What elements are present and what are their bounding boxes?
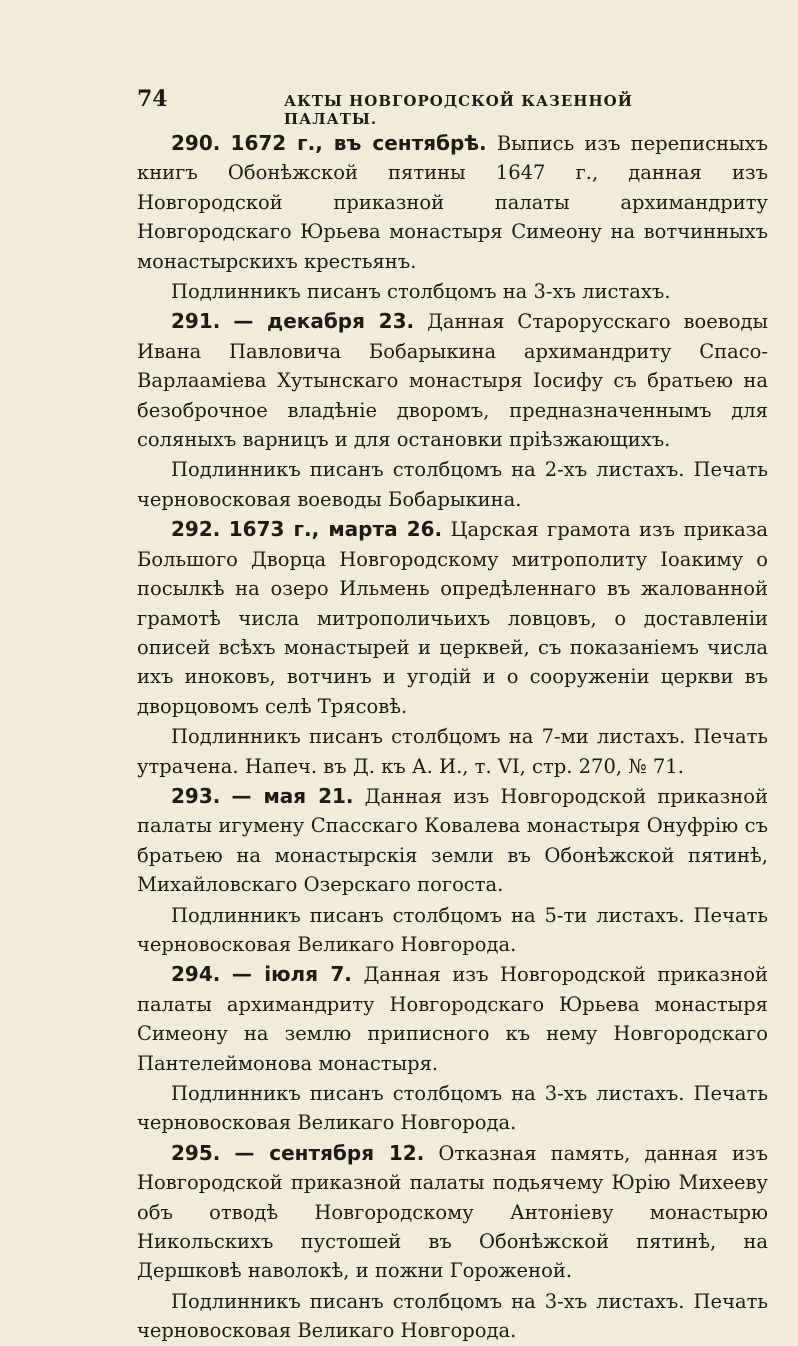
entry-description: Данная изъ Новгородской приказной палаты игумену Спасскаго Ковалева монастыря Онуфрію съ братьею на монастырскія земли въ Обонѣжской пятинѣ, Михайловскаго Озерскаго погоста. bbox=[137, 784, 769, 897]
entry-date: 1673 г., марта 26. bbox=[228, 517, 443, 542]
entry-294 bbox=[137, 960, 768, 1137]
entry-date: 1672 г., въ сентябрѣ. bbox=[230, 131, 487, 155]
page-number: 74 bbox=[137, 86, 168, 112]
entry-293 bbox=[137, 782, 768, 959]
entry-date: — іюля 7. bbox=[231, 962, 352, 987]
entry-290 bbox=[137, 129, 768, 306]
page-header bbox=[137, 86, 723, 128]
entry-description: Данная Старорусскаго воеводы Ивана Павловича Бобарыкина архимандриту Спасо-Варлааміева Хутынскаго монастыря Іосифу съ братьею на безоброчное владѣніе дворомъ, предназначеннымъ для соляныхъ варницъ и для остановки пріѣзжающихъ. bbox=[137, 310, 769, 452]
entry-291 bbox=[137, 307, 768, 514]
entry-number: 292. bbox=[171, 517, 221, 542]
entry-note: Подлинникъ писанъ столбцомъ на 7-ми листахъ. Печать утрачена. Напеч. въ Д. къ А. И., т. VI, стр. 270, № 71. bbox=[137, 725, 768, 778]
document-body bbox=[137, 128, 768, 1346]
entry-number: 294. bbox=[171, 962, 221, 987]
entry-text bbox=[137, 1139, 768, 1286]
entry-description: Выпись изъ переписныхъ книгъ Обонѣжской пятины 1647 г., данная изъ Новгородской приказной палаты архимандриту Новгородскаго Юрьева монастыря Симеону на вотчинныхъ монастырскихъ крестьянъ. bbox=[137, 132, 768, 273]
entry-number: 293. bbox=[171, 783, 221, 808]
entry-text bbox=[137, 782, 768, 900]
entry-date: — декабря 23. bbox=[233, 309, 415, 334]
entry-description: Царская грамота изъ приказа Большого Дворца Новгородскому митрополиту Іоакиму о посылкѣ на озеро Ильмень опредѣленнаго въ жалованной грамотѣ числа митрополичьихъ ловцовъ, о доставленіи описей всѣхъ монастырей и церквей, съ показаніемъ числа ихъ иноковъ, вотчинъ и угодій и о сооруженіи церкви въ дворцовомъ селѣ Трясовѣ. bbox=[137, 518, 768, 718]
entry-text bbox=[137, 515, 768, 721]
entry-text bbox=[137, 307, 768, 454]
entry-295 bbox=[137, 1139, 768, 1346]
entry-text bbox=[137, 960, 768, 1078]
entry-text bbox=[137, 129, 768, 276]
entry-number: 291. bbox=[171, 309, 221, 334]
entry-date: — мая 21. bbox=[231, 783, 354, 808]
entry-date: — сентября 12. bbox=[234, 1140, 425, 1165]
entry-note: Подлинникъ писанъ столбцомъ на 5-ти листахъ. Печать черновосковая Великаго Новгорода. bbox=[137, 903, 768, 956]
entry-note: Подлинникъ писанъ столбцомъ на 3-хъ листахъ. Печать черновосковая Великаго Новгорода. bbox=[137, 1082, 768, 1135]
entry-number: 295. bbox=[171, 1140, 221, 1165]
entry-note: Подлинникъ писанъ столбцомъ на 2-хъ листахъ. Печать черновосковая воеводы Бобарыкина. bbox=[137, 458, 768, 511]
entry-description: Отказная память, данная изъ Новгородской приказной палаты подьячему Юрію Михееву объ отводѣ Новгородскому Антоніеву монастырю Никольскихъ пустошей въ Обонѣжской пятинѣ, на Дершковѣ наволокѣ, и пожни Гороженой. bbox=[137, 1141, 768, 1283]
entry-292 bbox=[137, 515, 768, 781]
entry-note: Подлинникъ писанъ столбцомъ на 3-хъ листахъ. bbox=[171, 280, 671, 304]
entry-description: Данная изъ Новгородской приказной палаты архимандриту Новгородскаго Юрьева монастыря Симеону на землю приписного къ нему Новгородскаго Пантелеймонова монастыря. bbox=[137, 963, 768, 1075]
entry-note: Подлинникъ писанъ столбцомъ на 3-хъ листахъ. Печать черновосковая Великаго Новгорода. bbox=[137, 1289, 768, 1343]
running-title: АКТЫ НОВГОРОДСКОЙ КАЗЕННОЙ ПАЛАТЫ. bbox=[283, 92, 633, 128]
entry-number: 290. bbox=[171, 131, 221, 155]
